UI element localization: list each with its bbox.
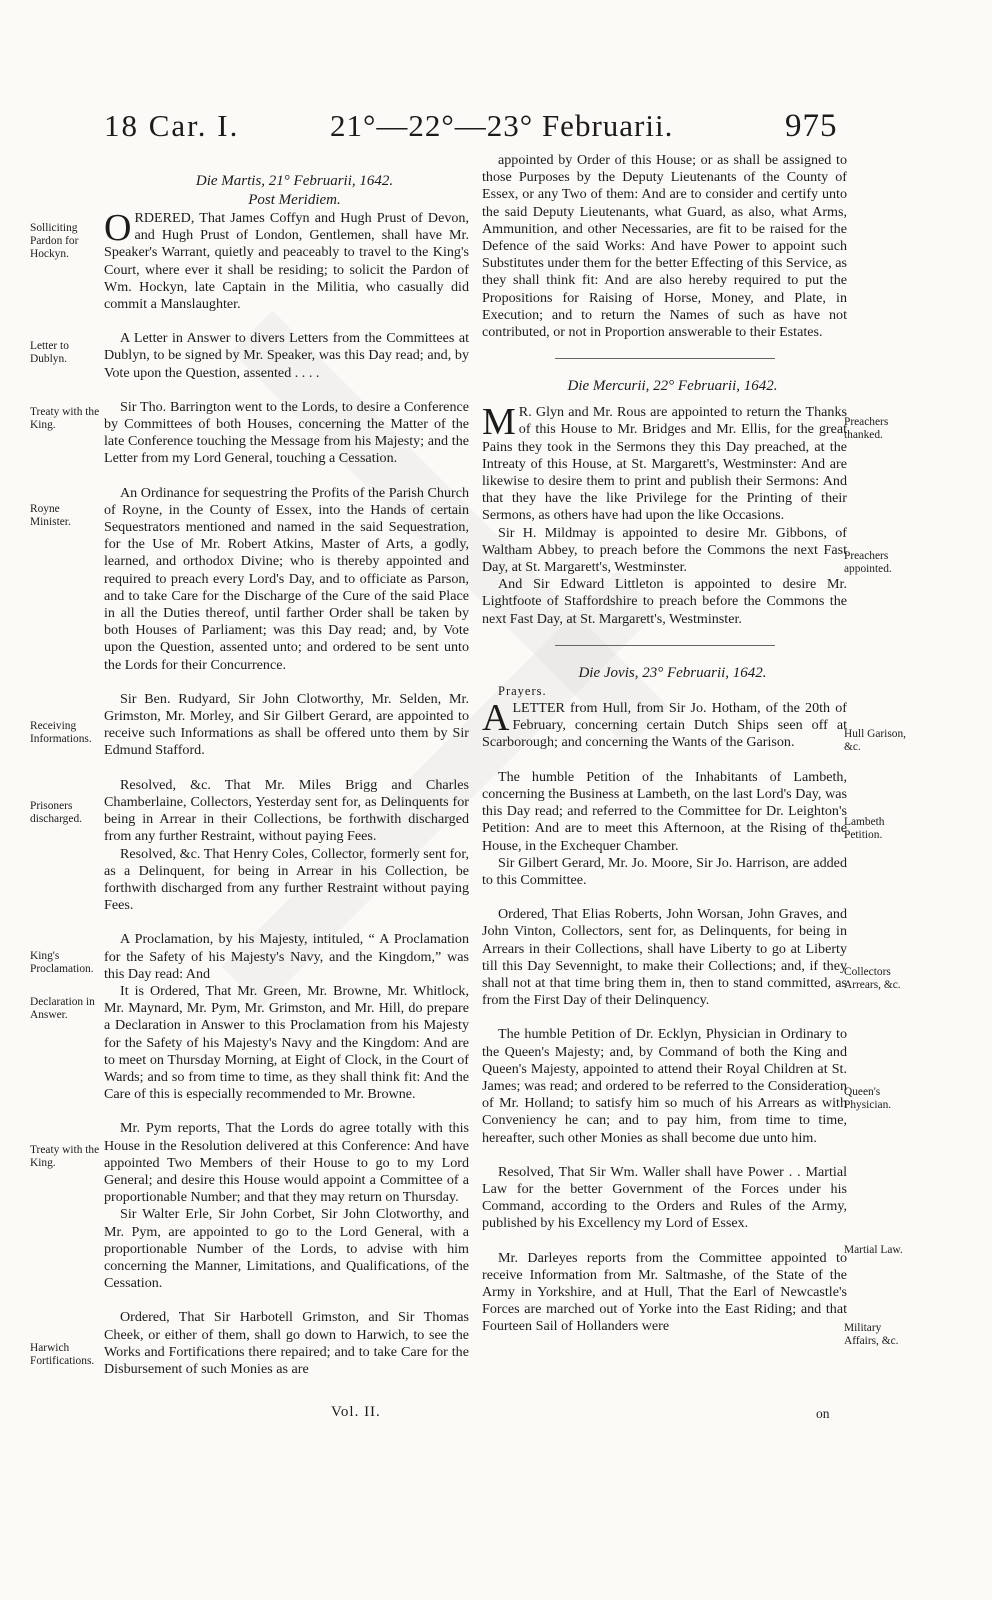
paragraph: A Proclamation, by his Majesty, intituled, “ A Proclamation for the Safety of his Majesty's Navy, and the Kingdom,” was this Day read: And [104, 931, 469, 982]
paragraph: Sir Walter Erle, Sir John Corbet, Sir John Clotworthy, and Mr. Pym, are appointed to go to the Lord General, with a proportionable Number of the Lords, to advise with him concerning the Manner, Limitations, and Qualifications, of the Cessation. [104, 1206, 469, 1292]
paragraph: ALETTER from Hull, from Sir Jo. Hotham, of the 20th of February, concerning certain Dutch Ships seen off at Scarborough; and concerning the Wants of the Garison. [482, 697, 847, 751]
drop-cap: A [482, 697, 510, 740]
margin-note: Preachers appointed. [844, 550, 892, 575]
margin-note: Treaty with the King. [30, 1144, 100, 1169]
section-rule [555, 358, 775, 359]
paragraph: Sir Ben. Rudyard, Sir John Clotworthy, Mr. Selden, Mr. Grimston, Mr. Morley, and Sir Gilbert Gerard, are appointed to receive such Informations as shall be offered unto them by Sir Edmund Stafford. [104, 690, 469, 759]
margin-note: Queen's Physician. [844, 1086, 892, 1111]
margin-note: Lambeth Petition. [844, 816, 885, 841]
paragraph: An Ordinance for sequestring the Profits of the Parish Church of Royne, in the County of Essex, into the Hands of certain Sequestrators mentioned and named in the said Sequestration, for the Use of Mr. Robert Atkins, Master of Arts, a godly, learned, and orthodox Divine; who is thereby appointed and required to preach every Lord's Day, and to officiate as Parson, and to take Care for the Discharge of the Cure of the said Place in all the Duties thereof, until farther Order shall be taken by both Houses of Parliament; was this Day read; and, by Vote upon the Question, assented unto; and ordered to be sent unto the Lords for their Concurrence. [104, 484, 469, 673]
paragraph: Sir H. Mildmay is appointed to desire Mr. Gibbons, of Waltham Abbey, to preach before the Commons the next Fast Day, at St. Margarett's, Westminster. [482, 524, 847, 576]
paragraph: ORDERED, That James Coffyn and Hugh Prust of Devon, and Hugh Prust of London, Gentlemen, shall have Mr. Speaker's Warrant, quietly and peaceably to travel to the King's Court, where ever it shall be residing; to solicit the Pardon of Wm. Hockyn, late Captain in the Militia, who casually did commit a Manslaughter. [104, 207, 469, 313]
margin-note: Hull Garison, &c. [844, 728, 907, 753]
margin-note: King's Proclamation. [30, 950, 94, 975]
drop-cap: O [104, 207, 132, 249]
section-date: Die Jovis, 23° Februarii, 1642. [578, 664, 767, 681]
margin-note: Receiving Informations. [30, 720, 92, 745]
header-regnal-year: 18 Car. I. [104, 108, 240, 143]
section-rule [555, 645, 775, 646]
paragraph: Resolved, &c. That Henry Coles, Collector, formerly sent for, as a Delinquent, for being in Arrear in his Collection, be forthwith discharged from any further Restraint without paying Fees. [104, 845, 469, 914]
margin-note: Prisoners discharged. [30, 800, 82, 825]
page-number: 975 [785, 108, 838, 144]
margin-note: Declaration in Answer. [30, 996, 95, 1021]
paragraph: Mr. Darleyes reports from the Committee appointed to receive Information from Mr. Saltmashe, of the State of the Army in Yorkshire, and at Hull, That the Earl of Newcastle's Forces are marched out of Yorke into the East Riding; and that Fourteen Sail of Hollanders were [482, 1249, 847, 1335]
header-dates: 21°—22°—23° Februarii. [330, 108, 674, 143]
margin-note: Letter to Dublyn. [30, 340, 69, 365]
margin-note: Martial Law. [844, 1244, 903, 1256]
paragraph: Ordered, That Sir Harbotell Grimston, and Sir Thomas Cheek, or either of them, shall go down to Harwich, to see the Works and Fortifications there repaired; and to take Care for the Disbursement of such Monies as are [104, 1309, 469, 1377]
paragraph: M R. Glyn and Mr. Rous are appointed to return the Thanks of this House to Mr. Bridges and Mr. Ellis, for the great Pains they took in the Sermons they this Day preached, at the Intreaty of this House, at St. Margarett's, Westminster: And are likewise to desire them to print and publish their Sermons: And that they have the like Privilege for the Printing of their Sermons, as others have had upon the like Occasions. [482, 401, 847, 524]
paragraph: Sir Gilbert Gerard, Mr. Jo. Moore, Sir Jo. Harrison, are added to this Committee. [482, 854, 847, 888]
paragraph: The humble Petition of Dr. Ecklyn, Physician in Ordinary to the Queen's Majesty; and, by Command of both the King and Queen's Majesty, appointed to attend their Royal Children at St. James; was read; and ordered to be referred to the Consideration of Mr. Holland; to satisfy him so much of his Arrears as with Conveniency he can; and to pay him, from time to time, hereafter, such other Monies as shall become due unto him. [482, 1026, 847, 1146]
section-date: Die Martis, 21° Februarii, 1642. [195, 173, 394, 189]
margin-note: Preachers thanked. [844, 416, 889, 441]
prayers-heading: Prayers. [498, 683, 547, 698]
paragraph: Mr. Pym reports, That the Lords do agree totally with this House in the Resolution delivered at this Conference: And have appointed Two Members of their House to go to my Lord General; and desire this House would appoint a Committee of a proportionable Number; and that they may return on Thursday. [104, 1120, 469, 1206]
running-header [0, 108, 992, 158]
margin-note: Harwich Fortifications. [30, 1342, 95, 1367]
margin-note: Treaty with the King. [30, 406, 100, 431]
margin-note: Military Affairs, &c. [844, 1322, 899, 1347]
margin-note: Collectors Arrears, &c. [844, 966, 901, 991]
margin-note: Solliciting Pardon for Hockyn. [30, 222, 79, 260]
paragraph: It is Ordered, That Mr. Green, Mr. Browne, Mr. Whitlock, Mr. Maynard, Mr. Pym, Mr. Grimston, and Mr. Hill, do prepare a Declaration in Answer to this Proclamation from his Majesty for the Safety of his Majesty's Navy and the Kingdom: And are to meet on Thursday Morning, at Eight of Clock, in the Court of Wards; and so from time to time, as they shall think fit: And the Care of this is especially recommended to Mr. Browne. [104, 982, 469, 1103]
paragraph: And Sir Edward Littleton is appointed to desire Mr. Lightfoote of Staffordshire to preach before the Commons the next Fast Day, at St. Margarett's, Westminster. [482, 576, 847, 627]
left-column [104, 172, 469, 1378]
paragraph: Resolved, That Sir Wm. Waller shall have Power . . Martial Law for the better Government of the Forces under his Command, according to the Orders and Rules of the Army, published by his Excellency my Lord of Essex. [482, 1163, 847, 1232]
section-date: Die Mercurii, 22° Februarii, 1642. [567, 378, 778, 395]
paragraph: A Letter in Answer to divers Letters from the Committees at Dublyn, to be signed by Mr. Speaker, was this Day read; and, by Vote upon the Question, assented . . . . [104, 330, 469, 381]
paragraph: appointed by Order of this House; or as shall be assigned to those Purposes by the Deputy Lieutenants of the County of Essex, or any Two of them: And are to consider and certify unto the said Deputy Lieutenants, what Guard, as also, what Arms, Ammunition, and other Necessaries, are fit to be raised for the Defence of the said Works: And have Power to appoint such Substitutes under them for the better Effecting of this Service, as they shall think fit: And are also hereby required to put the Propositions for Raising of Horse, Money, and Plate, in Execution; and to return the Names of such as have not contributed, or not in Proportion answerable to their Estates. [482, 152, 847, 341]
catchword: on [816, 1406, 830, 1421]
signature-mark: Vol. II. [331, 1404, 381, 1420]
right-column [482, 152, 847, 1336]
paragraph: Sir Tho. Barrington went to the Lords, to desire a Conference by Committees of both Houses, concerning the Matter of the late Conference touching the Message from his Majesty; and the Letter from my Lord General, touching a Cessation. [104, 398, 469, 467]
paragraph: Ordered, That Elias Roberts, John Worsan, John Graves, and John Vinton, Collectors, sent for, as Delinquents, for being in Arrears in their Collections, shall have Liberty to go at Liberty till this Day Sevennight, to make their Collections; and, if they shall not at that time bring them in, then to stand committed, as from the First Day of their Delinquency. [482, 906, 847, 1009]
paragraph: The humble Petition of the Inhabitants of Lambeth, concerning the Business at Lambeth, on the last Lord's Day, was this Day read; and referred to the Committee for Dr. Leighton's Petition: And are to meet this Afternoon, at the Rising of the House, in the Exchequer Chamber. [482, 768, 847, 854]
drop-cap: M [482, 401, 516, 444]
paragraph: Resolved, &c. That Mr. Miles Brigg and Charles Chamberlaine, Collectors, Yesterday sent for, as Delinquents for being in Arrear in their Collections, be forthwith discharged from any further Restraint, without paying Fees. [104, 776, 469, 845]
margin-note: Royne Minister. [30, 503, 71, 528]
section-subheading: Post Meridiem. [248, 192, 341, 208]
